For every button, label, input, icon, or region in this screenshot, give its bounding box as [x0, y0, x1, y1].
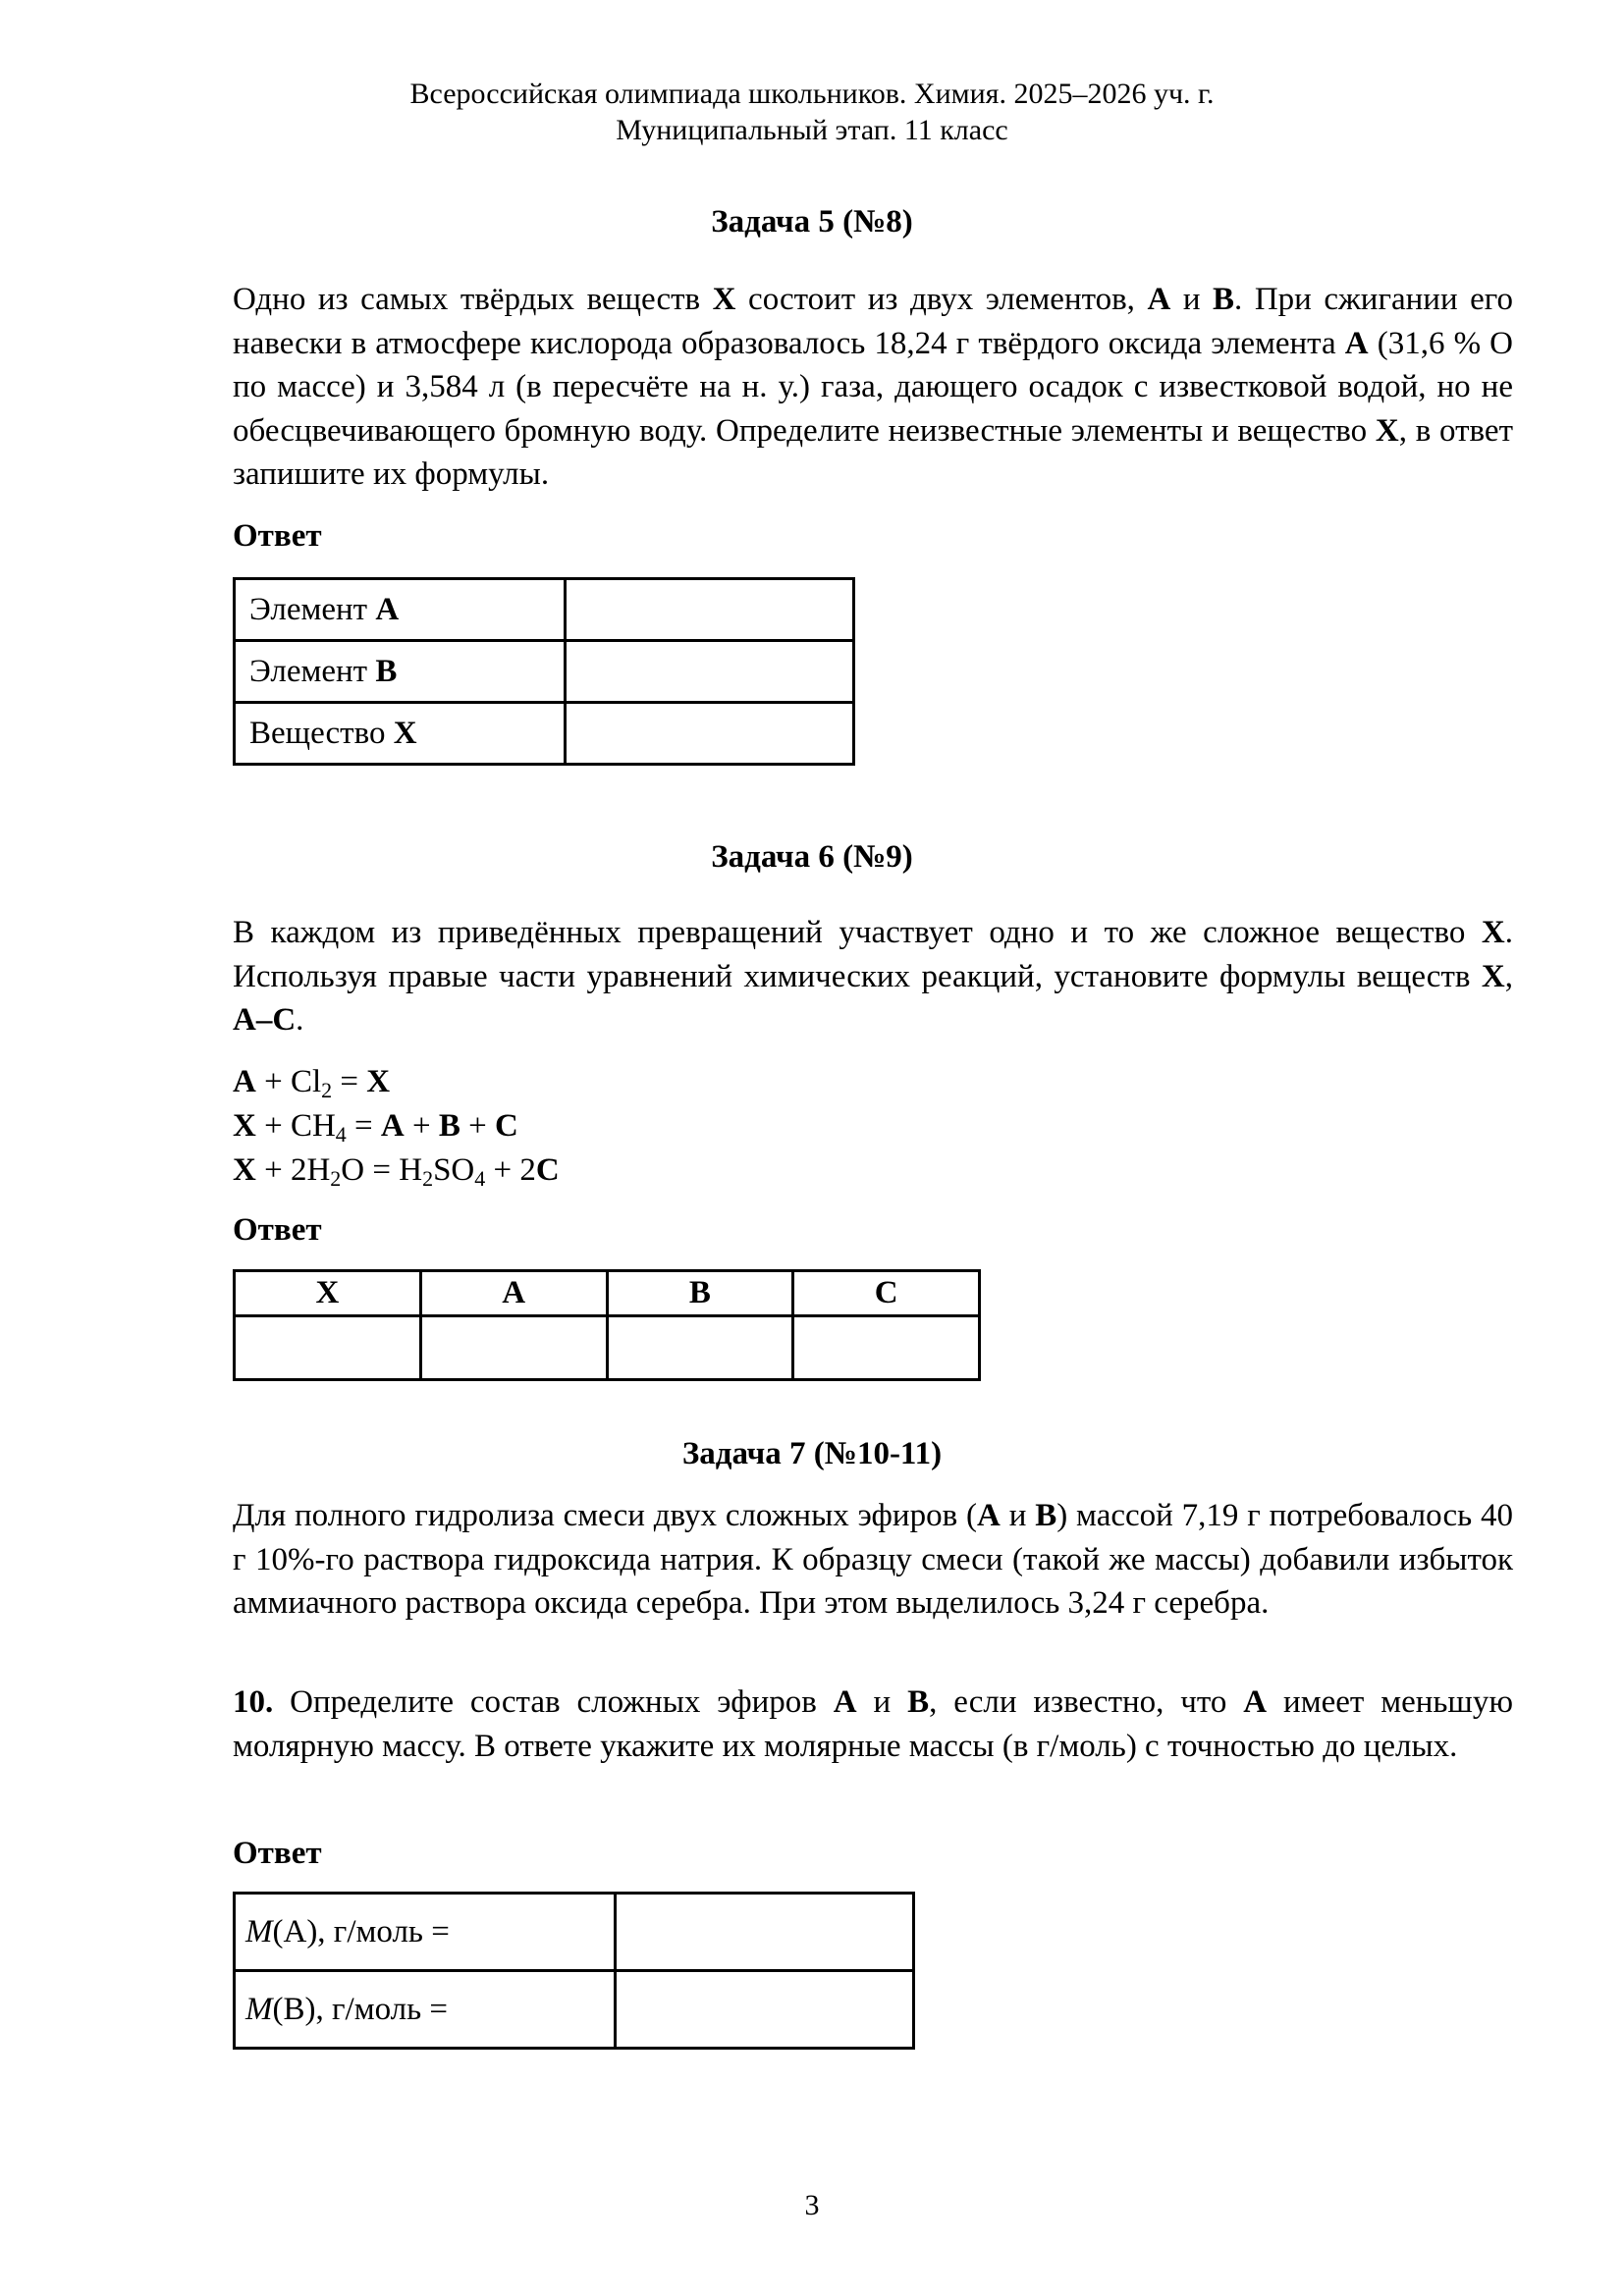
answer-cell-substance-x[interactable] [566, 703, 854, 765]
task7-question-10: 10. Определите состав сложных эфиров A и B, если известно, что A имеет меньшую молярную массу. В ответе укажите их молярные массы (в г/моль) с точностью до целых. [233, 1684, 1513, 1764]
row-label: Элемент B [235, 641, 566, 703]
answer-cell-element-b[interactable] [566, 641, 854, 703]
task7-answer-table [233, 1892, 915, 2050]
answer-cell-element-a[interactable] [566, 579, 854, 641]
task5-answer-label: Ответ [233, 518, 322, 554]
table-row [235, 1894, 914, 1971]
table-row [235, 1316, 980, 1380]
task5-text: Одно из самых твёрдых веществ X состоит из двух элементов, A и B. При сжигании его навески в атмосфере кислорода образовалось 18,24 г твёрдого оксида элемента A (31,6 % O по массе) и 3,584 л (в пересчёте на н. у.) газа, дающего осадок с известковой водой, но не обесцвечивающего бромную воду. Определите неизвестные элементы и вещество X, в ответ запишите их формулы. [233, 282, 1513, 493]
table-header-row [235, 1271, 980, 1316]
table-row [235, 579, 854, 641]
table-row [235, 703, 854, 765]
header-line-2: Муниципальный этап. 11 класс [616, 114, 1008, 146]
task6-answer-label: Ответ [233, 1212, 322, 1248]
column-header: X [235, 1271, 421, 1316]
answer-cell-molar-mass-b[interactable] [616, 1971, 914, 2049]
table-row [235, 1971, 914, 2049]
answer-cell-b[interactable] [607, 1316, 793, 1380]
answer-cell-molar-mass-a[interactable] [616, 1894, 914, 1971]
equation-3: $X + 2H_2O = H_2SO_4 + 2C$ [233, 1152, 560, 1191]
task6-answer-table [233, 1269, 981, 1381]
task5-answer-table [233, 577, 855, 766]
column-header: B [607, 1271, 793, 1316]
row-label: Вещество X [235, 703, 566, 765]
equation-2: $X + CH_4 = A + B + C$ [233, 1108, 518, 1147]
row-label: M(A), г/моль = [235, 1894, 616, 1971]
page-number: 3 [804, 2189, 820, 2221]
row-label: M(B), г/моль = [235, 1971, 616, 2049]
task7-answer-label: Ответ [233, 1836, 322, 1871]
answer-cell-c[interactable] [793, 1316, 980, 1380]
task6-title: Задача 6 (№9) [711, 839, 913, 875]
row-label: Элемент A [235, 579, 566, 641]
answer-cell-a[interactable] [420, 1316, 607, 1380]
header-line-1: Всероссийская олимпиада школьников. Химия. 2025–2026 уч. г. [409, 78, 1215, 110]
answer-cell-x[interactable] [235, 1316, 421, 1380]
column-header: C [793, 1271, 980, 1316]
equation-1: $A + Cl_2 = X$ [233, 1064, 391, 1102]
column-header: A [420, 1271, 607, 1316]
task5-title: Задача 5 (№8) [711, 204, 913, 240]
table-row [235, 641, 854, 703]
task6-text: В каждом из приведённых превращений участвует одно и то же сложное вещество X. Используя правые части уравнений химических реакций, установите формулы веществ X, A–C. [233, 915, 1513, 1039]
task7-text: Для полного гидролиза смеси двух сложных эфиров (A и B) массой 7,19 г потребовалось 40 г 10%-го раствора гидроксида натрия. К образцу смеси (такой же массы) добавили избыток аммиачного раствора оксида серебра. При этом выделилось 3,24 г серебра. [233, 1498, 1513, 1622]
task7-title: Задача 7 (№10-11) [681, 1436, 943, 1471]
